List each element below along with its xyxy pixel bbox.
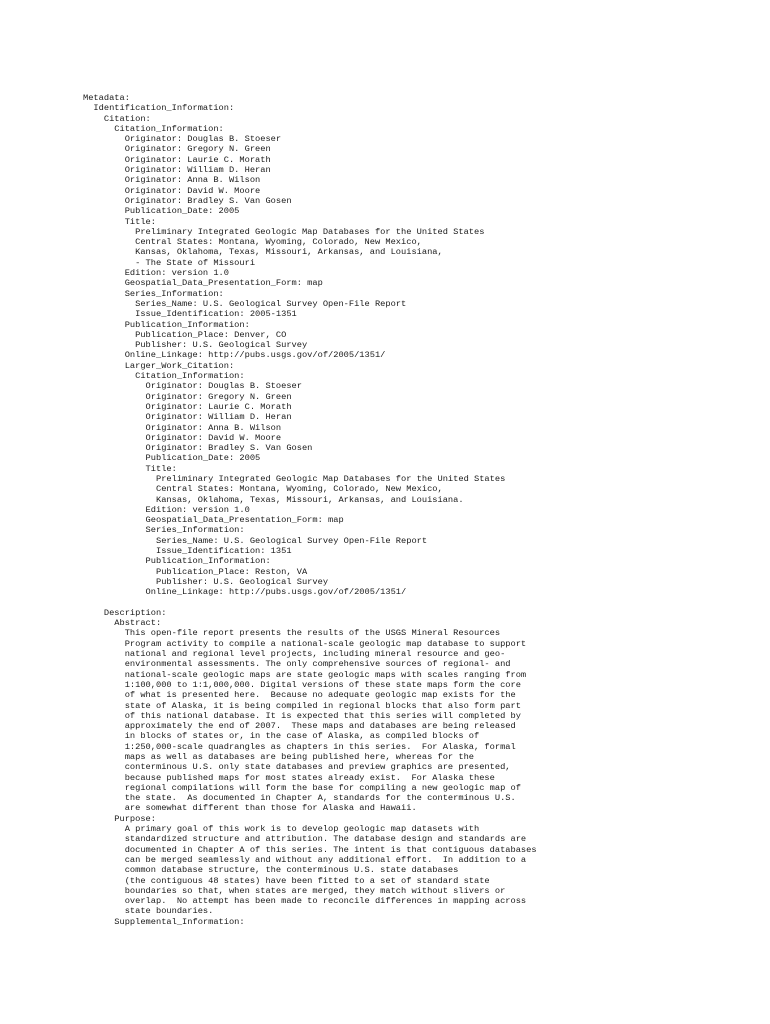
- metadata-line: Series_Name: U.S. Geological Survey Open-File Report: [83, 298, 407, 309]
- metadata-line: Originator: Laurie C. Morath: [83, 154, 271, 165]
- metadata-line: state of Alaska, it is being compiled in regional blocks that also form part: [83, 700, 521, 711]
- metadata-line: Central States: Montana, Wyoming, Colorado, New Mexico,: [83, 484, 443, 495]
- metadata-line: of this national database. It is expected that this series will completed by: [83, 710, 521, 721]
- metadata-line: Publisher: U.S. Geological Survey: [83, 576, 329, 587]
- metadata-line: standardized structure and attribution. The database design and standards are: [83, 834, 527, 845]
- metadata-line: Kansas, Oklahoma, Texas, Missouri, Arkansas, and Louisiana,: [83, 247, 443, 258]
- metadata-line: Series_Name: U.S. Geological Survey Open-File Report: [83, 535, 428, 546]
- metadata-line: Preliminary Integrated Geologic Map Databases for the United States: [83, 226, 485, 237]
- metadata-line: Originator: Gregory N. Green: [83, 391, 292, 402]
- metadata-line: Larger_Work_Citation:: [83, 360, 235, 371]
- metadata-line: (the contiguous 48 states) have been fitted to a set of standard state: [83, 875, 490, 886]
- metadata-line: Originator: William D. Heran: [83, 412, 292, 423]
- metadata-line: Series_Information:: [83, 288, 224, 299]
- metadata-line: Originator: Anna B. Wilson: [83, 175, 261, 186]
- metadata-line: Title:: [83, 463, 177, 474]
- metadata-line: Originator: Gregory N. Green: [83, 144, 271, 155]
- metadata-line: Originator: Douglas B. Stoeser: [83, 381, 302, 392]
- metadata-line: national-scale geologic maps are state geologic maps with scales ranging from: [83, 669, 527, 680]
- metadata-line: Originator: Douglas B. Stoeser: [83, 134, 282, 145]
- metadata-line: Originator: Laurie C. Morath: [83, 401, 292, 412]
- metadata-line: Edition: version 1.0: [83, 268, 229, 279]
- metadata-line: of what is presented here. Because no adequate geologic map exists for the: [83, 690, 516, 701]
- metadata-line: Publication_Place: Denver, CO: [83, 329, 287, 340]
- metadata-line: state boundaries.: [83, 906, 214, 917]
- metadata-line: Edition: version 1.0: [83, 504, 250, 515]
- metadata-line: documented in Chapter A of this series. The intent is that contiguous databases: [83, 844, 537, 855]
- metadata-line: Publication_Place: Reston, VA: [83, 566, 308, 577]
- metadata-document: [83, 93, 537, 927]
- metadata-line: Description:: [83, 607, 167, 618]
- metadata-line: A primary goal of this work is to develop geologic map datasets with: [83, 824, 480, 835]
- metadata-line: Publication_Date: 2005: [83, 206, 240, 217]
- metadata-line: maps as well as databases are being published here, whereas for the: [83, 752, 475, 762]
- metadata-line: environmental assessments. The only comprehensive sources of regional- and: [83, 659, 511, 670]
- metadata-line: This open-file report presents the results of the USGS Mineral Resources: [83, 628, 501, 639]
- metadata-line: Metadata:: [83, 93, 130, 103]
- metadata-line: approximately the end of 2007. These maps and databases are being released: [83, 721, 516, 732]
- metadata-line: Publication_Information:: [83, 319, 250, 330]
- metadata-line: Online_Linkage: http://pubs.usgs.gov/of/2005/1351/: [83, 350, 386, 361]
- metadata-line: Originator: William D. Heran: [83, 165, 271, 176]
- metadata-line: Originator: David W. Moore: [83, 185, 261, 196]
- metadata-line: in blocks of states or, in the case of Alaska, as compiled blocks of: [83, 731, 480, 742]
- metadata-line: Central States: Montana, Wyoming, Colorado, New Mexico,: [83, 237, 422, 248]
- metadata-line: Originator: David W. Moore: [83, 432, 282, 443]
- metadata-line: Issue_Identification: 1351: [83, 546, 292, 557]
- metadata-line: regional compilations will form the base for compiling a new geologic map of: [83, 782, 521, 793]
- metadata-line: common database structure, the conterminous U.S. state databases: [83, 865, 459, 876]
- metadata-line: Kansas, Oklahoma, Texas, Missouri, Arkansas, and Louisiana.: [83, 494, 464, 505]
- metadata-line: Publication_Information:: [83, 556, 271, 567]
- metadata-line: boundaries so that, when states are merged, they match without slivers or: [83, 885, 506, 896]
- metadata-line: national and regional level projects, including mineral resource and geo-: [83, 649, 506, 660]
- metadata-line: 1:100,000 to 1:1,000,000. Digital versions of these state maps form the core: [83, 679, 521, 690]
- metadata-line: are somewhat different than those for Alaska and Hawaii.: [83, 803, 417, 814]
- metadata-line: Originator: Bradley S. Van Gosen: [83, 195, 292, 206]
- metadata-line: Citation:: [83, 113, 151, 124]
- metadata-line: because published maps for most states already exist. For Alaska these: [83, 772, 495, 783]
- metadata-line: Publisher: U.S. Geological Survey: [83, 340, 308, 351]
- metadata-line: Issue_Identification: 2005-1351: [83, 309, 297, 320]
- metadata-line: Preliminary Integrated Geologic Map Databases for the United States: [83, 473, 506, 484]
- metadata-line: Citation_Information:: [83, 371, 245, 382]
- metadata-line: Citation_Information:: [83, 123, 224, 134]
- metadata-line: Originator: Anna B. Wilson: [83, 422, 282, 433]
- metadata-line: the state. As documented in Chapter A, standards for the conterminous U.S.: [83, 793, 516, 804]
- metadata-line: Series_Information:: [83, 525, 245, 536]
- metadata-line: 1:250,000-scale quadrangles as chapters in this series. For Alaska, formal: [83, 741, 516, 752]
- metadata-line: Supplemental_Information:: [83, 916, 245, 927]
- metadata-line: Program activity to compile a national-scale geologic map database to support: [83, 638, 527, 649]
- metadata-line: Geospatial_Data_Presentation_Form: map: [83, 515, 344, 526]
- metadata-line: can be merged seamlessly and without any additional effort. In addition to a: [83, 854, 527, 865]
- metadata-line: Online_Linkage: http://pubs.usgs.gov/of/2005/1351/: [83, 587, 407, 598]
- metadata-line: [83, 598, 537, 608]
- metadata-line: Title:: [83, 216, 156, 227]
- metadata-line: Purpose:: [83, 813, 156, 824]
- metadata-line: conterminous U.S. only state databases and preview graphics are presented,: [83, 762, 511, 773]
- metadata-line: overlap. No attempt has been made to reconcile differences in mapping across: [83, 896, 527, 907]
- metadata-line: Identification_Information:: [83, 103, 235, 114]
- metadata-line: Abstract:: [83, 618, 162, 629]
- metadata-line: Publication_Date: 2005: [83, 453, 261, 464]
- metadata-line: - The State of Missouri: [83, 257, 256, 268]
- metadata-line: Originator: Bradley S. Van Gosen: [83, 443, 313, 454]
- metadata-line: Geospatial_Data_Presentation_Form: map: [83, 278, 323, 289]
